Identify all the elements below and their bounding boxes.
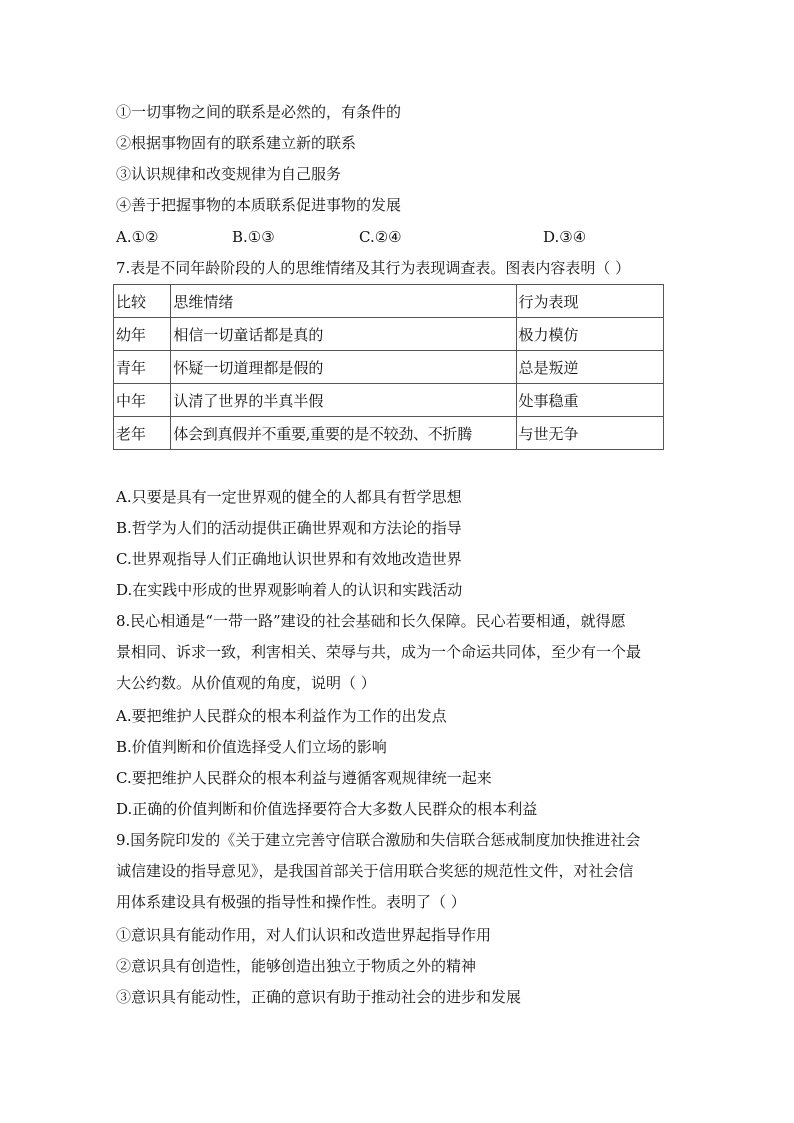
q8-option-b: B.价值判断和价值选择受人们立场的影响 bbox=[116, 738, 387, 756]
q8-stem-line: 景相同、诉求一致，利害相关、荣辱与共，成为一个命运共同体，至少有一个最 bbox=[116, 643, 642, 661]
q8-stem-line: 8.民心相通是“一带一路”建设的社会基础和长久保障。民心若要相通，就得愿 bbox=[116, 612, 626, 630]
q7-option-d: D.在实践中形成的世界观影响着人的认识和实践活动 bbox=[116, 581, 463, 599]
q6-option-d: D.③④ bbox=[543, 228, 587, 246]
table-row bbox=[114, 417, 664, 450]
table-cell: 总是叛逆 bbox=[516, 351, 664, 384]
table-cell: 中年 bbox=[114, 384, 171, 417]
q9-stem-line: 诚信建设的指导意见》，是我国首部关于信用联合奖惩的规范性文件，对社会信 bbox=[116, 862, 634, 880]
table-cell: 相信一切童话都是真的 bbox=[171, 318, 516, 351]
table-cell: 与世无争 bbox=[516, 417, 664, 450]
q9-statement-1: ①意识具有能动作用，对人们认识和改造世界起指导作用 bbox=[116, 926, 492, 944]
header-cell-compare: 比较 bbox=[114, 285, 171, 318]
q9-statement-3: ③意识具有能动性，正确的意识有助于推动社会的进步和发展 bbox=[116, 988, 522, 1006]
table-row bbox=[114, 318, 664, 351]
q8-stem-line: 大公约数。从价值观的角度，说明（ ） bbox=[116, 674, 376, 692]
table-cell: 幼年 bbox=[114, 318, 171, 351]
q9-stem-line: 用体系建设具有极强的指导性和操作性。表明了（ ） bbox=[116, 893, 466, 911]
q7-option-b: B.哲学为人们的活动提供正确世界观和方法论的指导 bbox=[116, 519, 462, 537]
header-cell-behavior: 行为表现 bbox=[516, 285, 664, 318]
q8-option-a: A.要把维护人民群众的根本利益作为工作的出发点 bbox=[116, 707, 447, 725]
q7-option-a: A.只要是具有一定世界观的健全的人都具有哲学思想 bbox=[116, 488, 462, 506]
q8-stem bbox=[116, 606, 676, 699]
table-row bbox=[114, 384, 664, 417]
table-header-row bbox=[114, 285, 664, 318]
age-survey-table bbox=[113, 284, 664, 450]
q7-option-c: C.世界观指导人们正确地认识世界和有效地改造世界 bbox=[116, 550, 462, 568]
table-cell: 老年 bbox=[114, 417, 171, 450]
q9-statement-2: ②意识具有创造性，能够创造出独立于物质之外的精神 bbox=[116, 957, 477, 975]
table-cell: 怀疑一切道理都是假的 bbox=[171, 351, 516, 384]
table-cell: 体会到真假并不重要,重要的是不较劲、不折腾 bbox=[171, 417, 516, 450]
q6-statement-3: ③认识规律和改变规律为自己服务 bbox=[116, 165, 342, 183]
table-row bbox=[114, 351, 664, 384]
q6-option-b: B.①③ bbox=[232, 228, 275, 246]
table-cell: 认清了世界的半真半假 bbox=[171, 384, 516, 417]
q6-option-c: C.②④ bbox=[359, 228, 402, 246]
q9-stem bbox=[116, 825, 676, 918]
q6-statement-1: ①一切事物之间的联系是必然的，有条件的 bbox=[116, 103, 402, 121]
q6-statement-2: ②根据事物固有的联系建立新的联系 bbox=[116, 134, 357, 152]
q8-option-c: C.要把维护人民群众的根本利益与遵循客观规律统一起来 bbox=[116, 769, 492, 787]
table-cell: 青年 bbox=[114, 351, 171, 384]
q7-stem: 7.表是不同年龄阶段的人的思维情绪及其行为表现调查表。图表内容表明（ ） bbox=[116, 259, 631, 277]
table-cell: 极力模仿 bbox=[516, 318, 664, 351]
q6-option-a: A.①② bbox=[116, 228, 159, 246]
q9-stem-line: 9.国务院印发的《关于建立完善守信联合激励和失信联合惩戒制度加快推进社会 bbox=[116, 831, 641, 849]
q6-statement-4: ④善于把握事物的本质联系促进事物的发展 bbox=[116, 196, 402, 214]
table-cell: 处事稳重 bbox=[516, 384, 664, 417]
q8-option-d: D.正确的价值判断和价值选择要符合大多数人民群众的根本利益 bbox=[116, 800, 538, 818]
header-cell-thinking: 思维情绪 bbox=[171, 285, 516, 318]
